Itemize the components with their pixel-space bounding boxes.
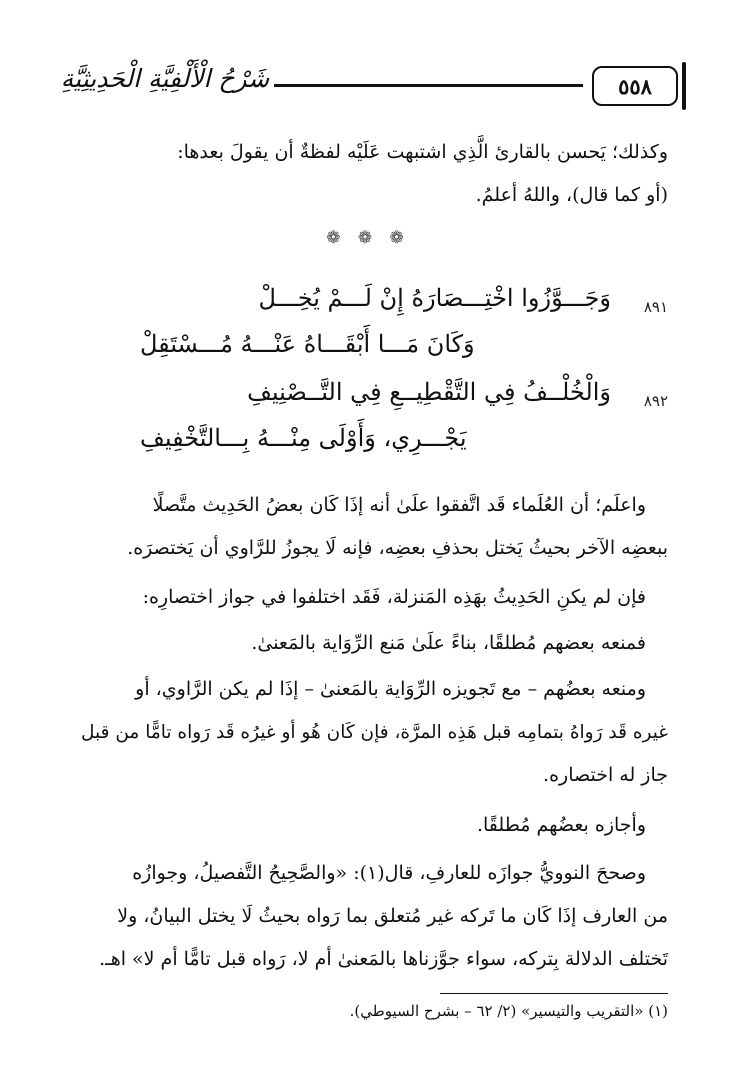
paragraph: فإن لم يكنِ الحَدِيثُ بهَذِه المَنزلة، فَقَد اختلفوا في جواز اختصارِه: bbox=[142, 586, 646, 608]
page-header bbox=[60, 62, 678, 106]
footnote-divider bbox=[440, 993, 668, 994]
verse-first-hemistich: وَالْخُلْــفُ فِي التَّقْطِيــعِ فِي التَّــصْنِيفِ bbox=[247, 378, 611, 406]
paragraph bbox=[68, 484, 668, 570]
book-title: شَرْحُ الْأَلْفِيَّةِ الْحَدِيثِيَّةِ bbox=[60, 64, 270, 93]
intro-paragraph bbox=[68, 131, 668, 217]
paragraph-line: غيره قَد رَواهُ بتمامِه قبل هَذِه المرَّة، فإن كَان هُو أو غيرُه قَد رَواه تامًّا من قبل bbox=[81, 722, 668, 743]
paragraph bbox=[68, 668, 668, 797]
paragraph-line: ببعضِه الآخر بحيثُ يَختل بحذفِ بعضِه، فإنه لَا يجوزُ للرَّاوي أن يَختصرَه. bbox=[127, 537, 668, 559]
paragraph-line: واعلَم؛ أن العُلَماء قَد اتَّفقوا علَىٰ أنه إذَا كَان بعضُ الحَدِيث متَّصلًا bbox=[152, 494, 646, 516]
intro-line: وكذلك؛ يَحسن بالقارئ الَّذِي اشتبهت عَلَيْه لفظةٌ أن يقولَ بعدها: bbox=[177, 141, 668, 163]
verse-second-hemistich: يَجْـــرِي، وَأَوْلَى مِنْـــهُ بِـــالتَّخْفِيفِ bbox=[140, 424, 467, 452]
paragraph: وأجازه بعضُهم مُطلقًا. bbox=[476, 814, 646, 836]
intro-line: (أو كما قال)، واللهُ أعلمُ. bbox=[475, 184, 668, 206]
paragraph-line: من العارف إذَا كَان ما تَركه غير مُتعلق بما رَواه بحيثُ لَا يختل البيانُ، ولا bbox=[117, 905, 668, 927]
paragraph-line: تَختلف الدلالة بِتركه، سواء جوَّزناها بالمَعنىٰ أم لا، رَواه قبل تامًّا أم لا» اهـ. bbox=[99, 948, 668, 970]
section-separator: ❁ ❁ ❁ bbox=[326, 228, 410, 248]
paragraph-line: ومنعه بعضُهم – مع تَجويزه الرِّوَاية بالمَعنىٰ – إذَا لم يكن الرَّاوي، أو bbox=[135, 678, 646, 700]
paragraph bbox=[68, 852, 668, 981]
page-number: ٥٥٨ bbox=[592, 66, 678, 106]
verse-number: ٨٩١ bbox=[643, 298, 668, 316]
footnote: (١) «التقريب والتيسير» (٢/ ٦٢ – بشرح السيوطي). bbox=[349, 1002, 668, 1020]
paragraph-line: وصححَ النوويُّ جوازَه للعارفِ، قال(١): «والصَّحِيحُ التَّفصيلُ، وجوازُه bbox=[132, 862, 646, 884]
verse-number: ٨٩٢ bbox=[643, 392, 668, 410]
paragraph-line: جاز له اختصاره. bbox=[543, 764, 668, 786]
header-rule bbox=[274, 84, 583, 87]
verse-first-hemistich: وَجَـــوَّزُوا اخْتِـــصَارَهُ إِنْ لَـــمْ يُخِـــلْ bbox=[258, 284, 611, 312]
verse-second-hemistich: وَكَانَ مَـــا أَبْقَـــاهُ عَنْـــهُ مُـــسْتَقِلْ bbox=[140, 330, 475, 358]
paragraph: فمنعه بعضهم مُطلقًا، بناءً علَىٰ مَنع الرِّوَاية بالمَعنىٰ. bbox=[251, 632, 646, 654]
